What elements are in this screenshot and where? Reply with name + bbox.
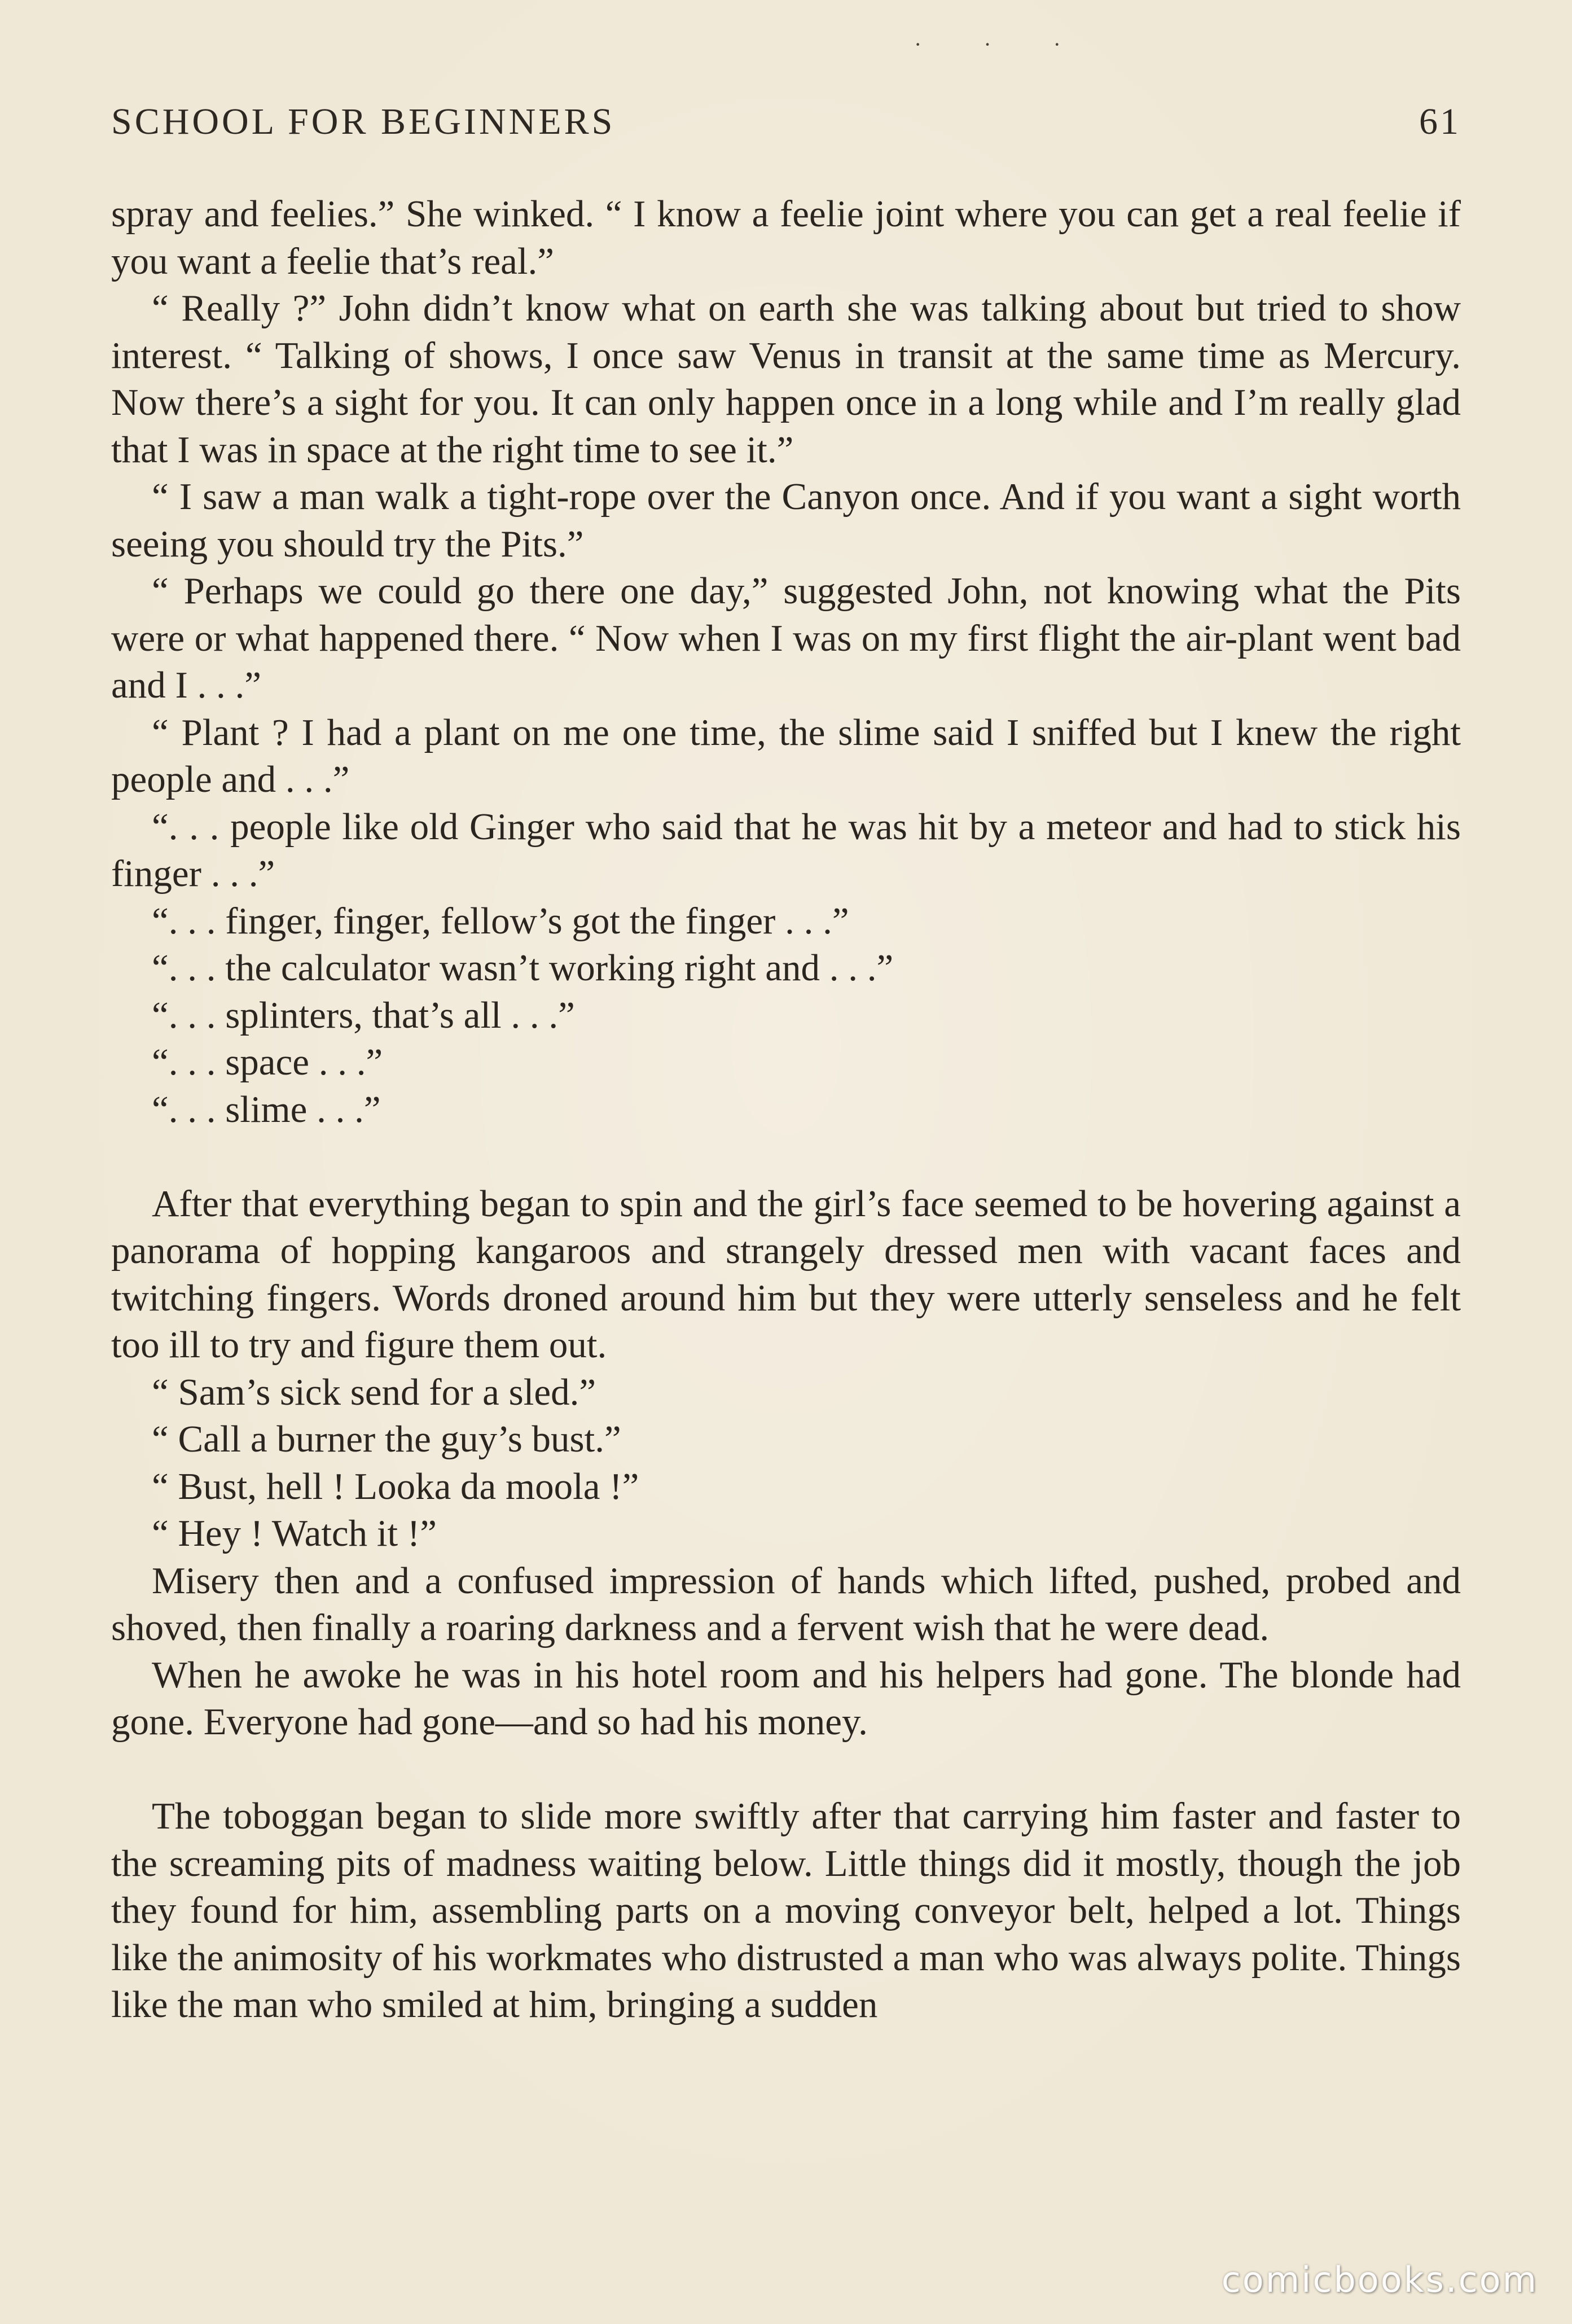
paragraph: “ I saw a man walk a tight-rope over the Canyon once. And if you want a sight worth seeing you should try the Pits.”	[111, 476, 1461, 565]
paragraph: “ Sam’s sick send for a sled.”	[152, 1371, 596, 1413]
site-watermark: comicbooks.com	[1221, 2259, 1538, 2300]
paragraph: “. . . finger, finger, fellow’s got the finger . . .”	[152, 900, 849, 942]
paragraph: “. . . space . . .”	[152, 1041, 383, 1083]
paragraph: “ Bust, hell ! Looka da moola !”	[152, 1465, 639, 1507]
paragraph: “ Perhaps we could go there one day,” suggested John, not knowing what the Pits were or what happened there. “ Now when I was on my first flight the air-plant went bad and I . . .”	[111, 570, 1461, 706]
section-break	[111, 1746, 1461, 1794]
paragraph: When he awoke he was in his hotel room and his helpers had gone. The blonde had gone. Everyone had gone—and so had his money.	[111, 1654, 1461, 1743]
body-text	[111, 191, 1461, 2029]
paragraph: “ Really ?” John didn’t know what on earth she was talking about but tried to show interest. “ Talking of shows, I once saw Venus in transit at the same time as Mercury. Now there’s a sight for you. It can only happen once in a long while and I’m really glad that I was in space at the right time to see it.”	[111, 287, 1461, 471]
paragraph: Misery then and a confused impression of hands which lifted, pushed, probed and shoved, then finally a roaring darkness and a fervent wish that he were dead.	[111, 1559, 1461, 1648]
paragraph: After that everything began to spin and the girl’s face seemed to be hovering against a panorama of hopping kangaroos and strangely dressed men with vacant faces and twitching fingers. Words droned around him but they were utterly senseless and he felt too ill to try and figure them out.	[111, 1182, 1461, 1366]
paragraph: spray and feelies.” She winked. “ I know a feelie joint where you can get a real feelie if you want a feelie that’s real.”	[111, 193, 1461, 282]
print-specks: · · ·	[914, 32, 1089, 57]
paragraph: The toboggan began to slide more swiftly after that carrying him faster and faster to the screaming pits of madness waiting below. Little things did it mostly, though the job they found for him, assembling parts on a moving conveyor belt, helped a lot. Things like the animosity of his workmates who distrusted a man who was always polite. Things like the man who smiled at him, bringing a sudden	[111, 1795, 1461, 2025]
paragraph: “ Plant ? I had a plant on me one time, the slime said I sniffed but I knew the right people and . . .”	[111, 711, 1461, 800]
page-number: 61	[1419, 101, 1461, 142]
page-header	[111, 100, 1461, 146]
paragraph: “ Call a burner the guy’s bust.”	[152, 1418, 621, 1460]
paragraph: “ Hey ! Watch it !”	[152, 1512, 437, 1554]
paragraph: “. . . the calculator wasn’t working right and . . .”	[152, 947, 894, 989]
running-title: SCHOOL FOR BEGINNERS	[111, 101, 616, 142]
paragraph: “. . . people like old Ginger who said that he was hit by a meteor and had to stick his finger . . .”	[111, 805, 1461, 894]
paragraph: “. . . slime . . .”	[152, 1088, 381, 1130]
paragraph: “. . . splinters, that’s all . . .”	[152, 994, 575, 1036]
section-break	[111, 1133, 1461, 1181]
